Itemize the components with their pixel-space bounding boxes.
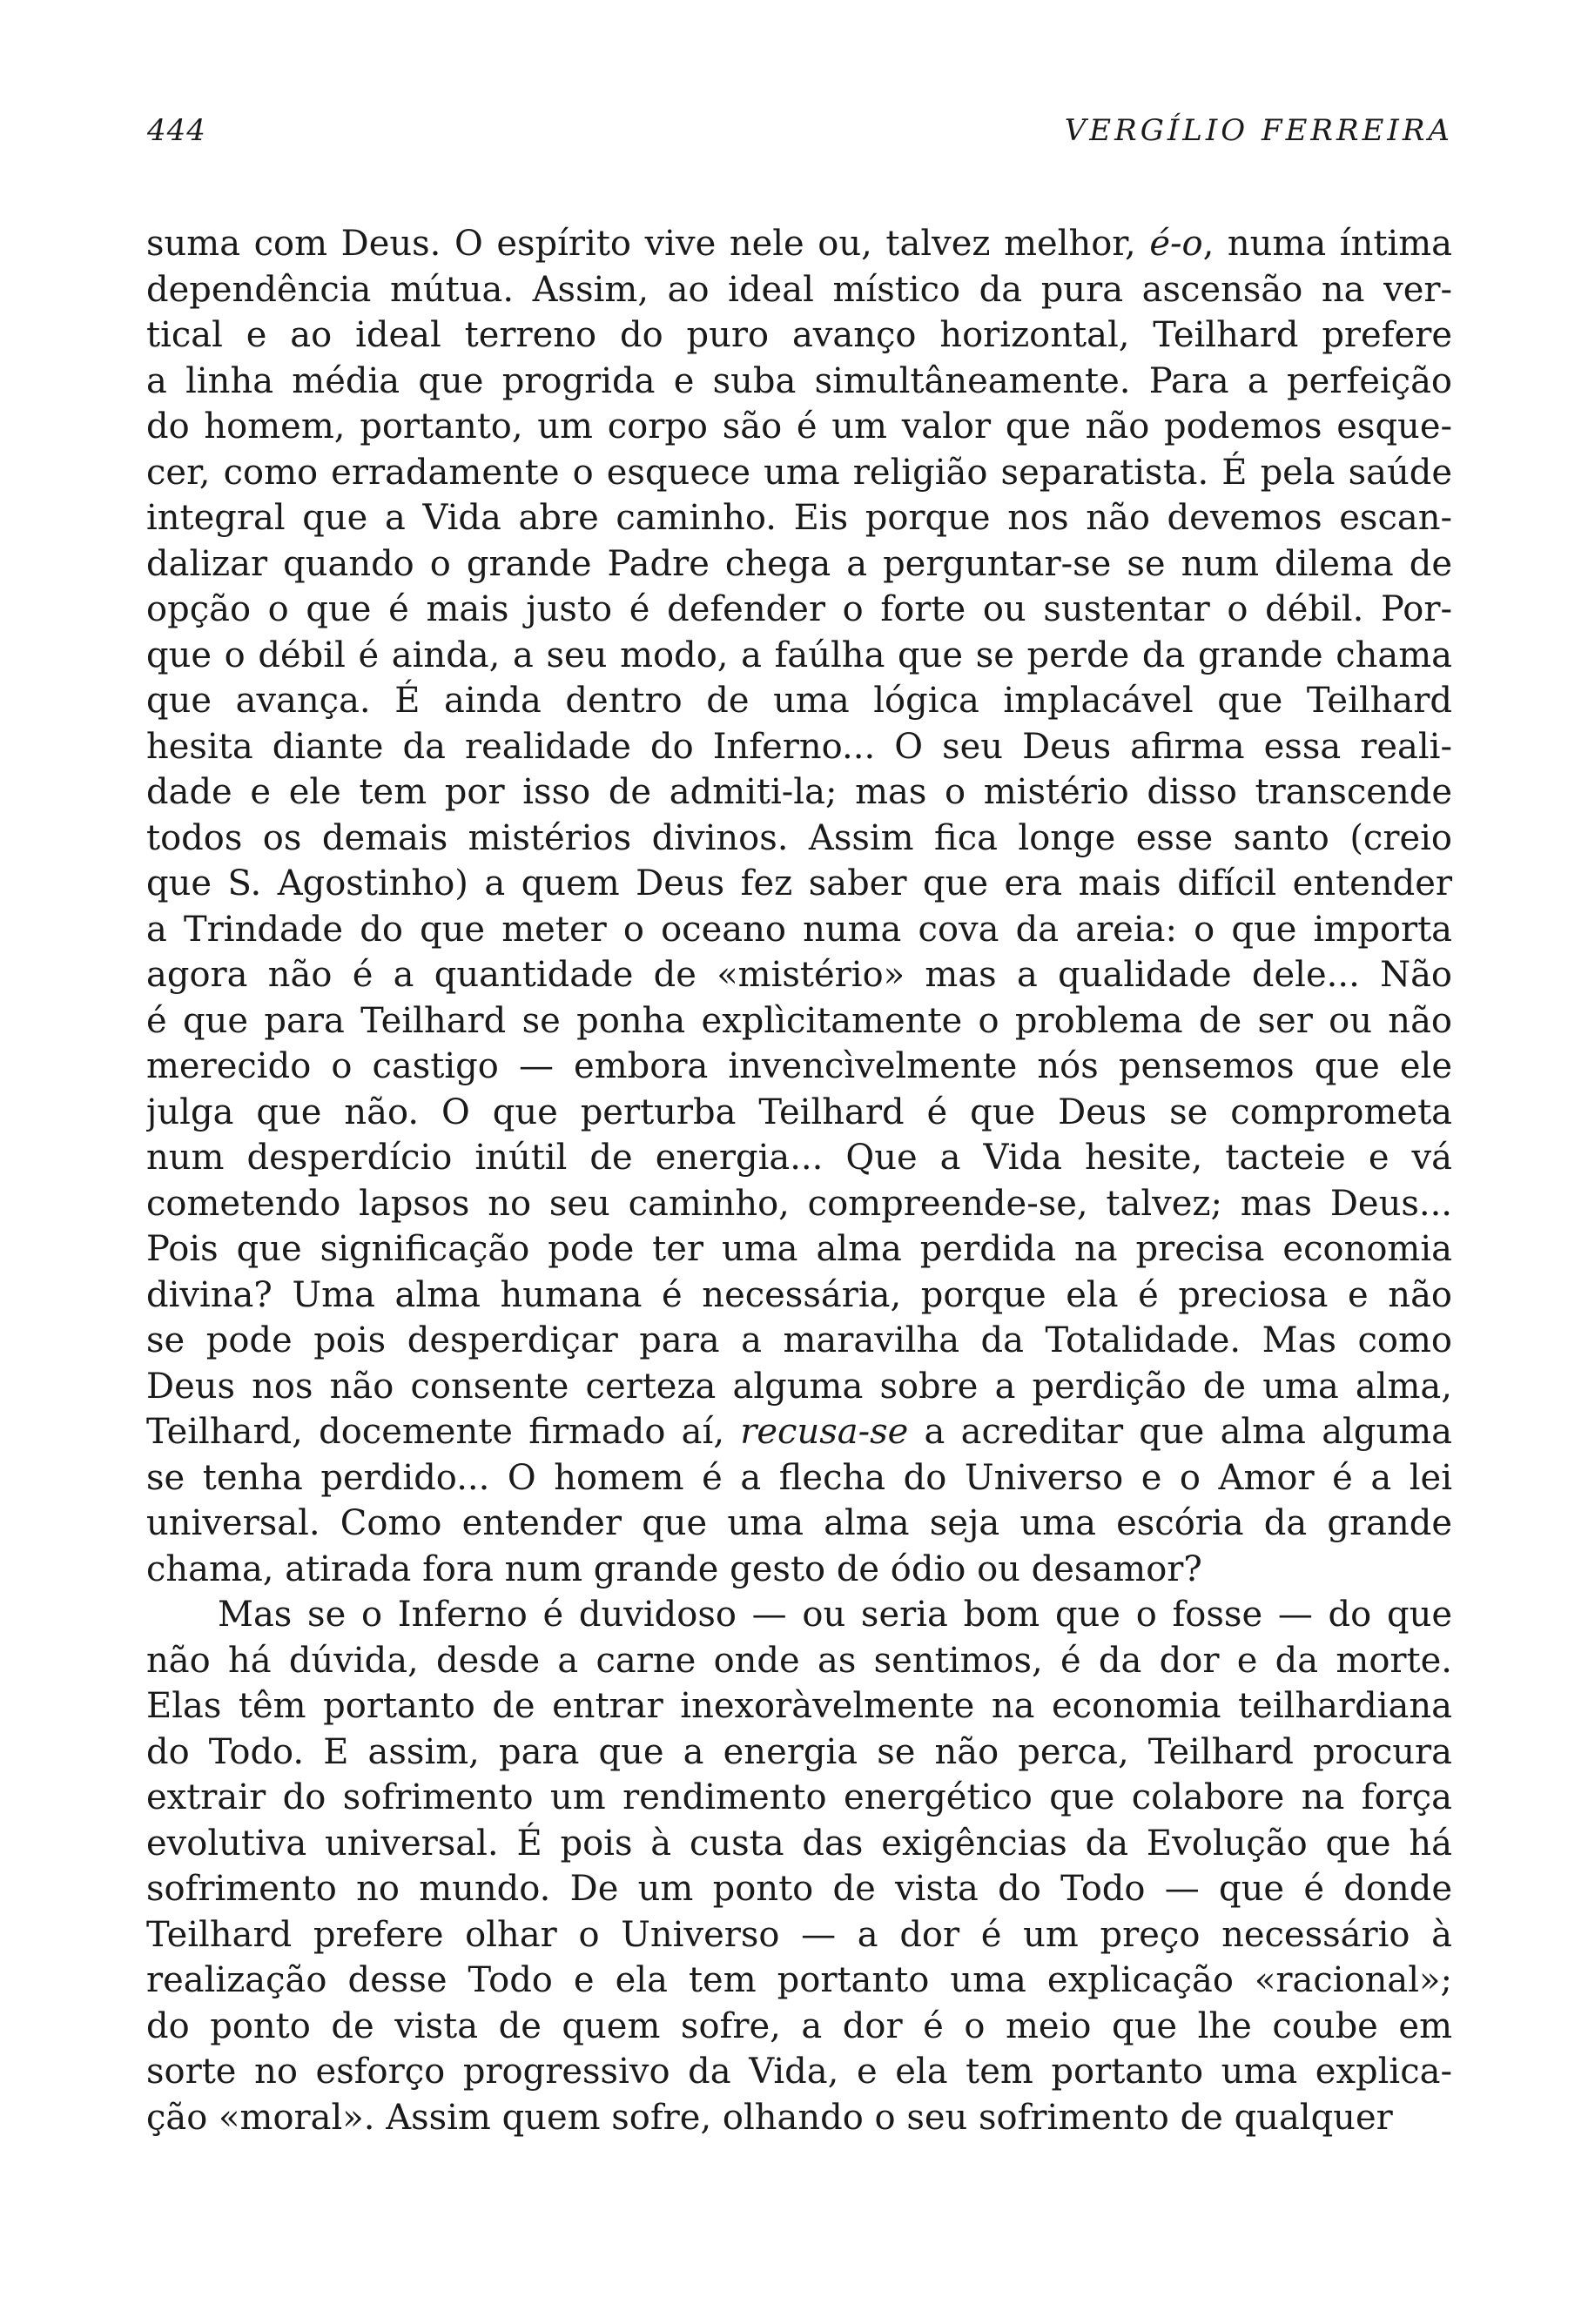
paragraph xyxy=(146,1592,1452,2140)
text-segment: que o débil é ainda, a seu modo, a faúlha que se perde da grande chama xyxy=(146,635,1452,675)
text-segment: dalizar quando o grande Padre chega a perguntar-se se num dilema de xyxy=(146,543,1452,584)
text-line xyxy=(146,450,1452,496)
text-segment: merecido o castigo — embora invencìvelmente nós pensemos que ele xyxy=(146,1046,1452,1086)
text-line xyxy=(146,816,1452,862)
paragraph xyxy=(146,221,1452,1592)
text-segment: é que para Teilhard se ponha explìcitamente o problema de ser ou não xyxy=(146,1000,1452,1041)
text-segment: se pode pois desperdiçar para a maravilha da Totalidade. Mas como xyxy=(146,1320,1452,1360)
text-segment: extrair do sofrimento um rendimento energético que colabore na força xyxy=(146,1777,1452,1817)
text-line xyxy=(146,1547,1452,1593)
text-line xyxy=(146,1501,1452,1547)
text-segment: dade e ele tem por isso de admiti-la; mas o mistério disso transcende xyxy=(146,772,1452,812)
text-segment: Teilhard, docemente firmado aí, xyxy=(146,1412,741,1452)
text-line xyxy=(146,724,1452,770)
text-segment: Deus nos não consente certeza alguma sobre a perdição de uma alma, xyxy=(146,1366,1452,1407)
text-segment: sorte no esforço progressivo da Vida, e ela tem portanto uma explica- xyxy=(146,2052,1452,2092)
text-segment: a Trindade do que meter o oceano numa cova da areia: o que importa xyxy=(146,909,1452,950)
text-line xyxy=(146,1409,1452,1455)
text-segment: se tenha perdido... O homem é a flecha do Universo e o Amor é a lei xyxy=(146,1457,1452,1498)
page-number: 444 xyxy=(147,113,206,148)
text-line xyxy=(146,1958,1452,2004)
text-segment: tical e ao ideal terreno do puro avanço horizontal, Teilhard prefere xyxy=(146,315,1452,355)
text-line xyxy=(146,1090,1452,1136)
text-line xyxy=(146,1683,1452,1730)
text-segment: Elas têm portanto de entrar inexoràvelmente na economia teilhardiana xyxy=(146,1686,1452,1726)
text-segment: universal. Como entender que uma alma seja uma escória da grande xyxy=(146,1503,1452,1543)
text-line xyxy=(146,2004,1452,2050)
text-segment: realização desse Todo e ela tem portanto uma explicação «racional»; xyxy=(146,1960,1452,2000)
text-segment: que avança. É ainda dentro de uma lógica implacável que Teilhard xyxy=(146,681,1452,721)
text-segment: não há dúvida, desde a carne onde as sentimos, é da dor e da morte. xyxy=(146,1640,1452,1681)
text-segment: a acreditar que alma alguma xyxy=(908,1412,1452,1452)
text-segment: , numa íntima xyxy=(1202,224,1452,264)
text-line xyxy=(146,769,1452,816)
text-line xyxy=(146,1364,1452,1410)
text-line xyxy=(146,2095,1452,2141)
text-segment: sofrimento no mundo. De um ponto de vista do Todo — que é donde xyxy=(146,1869,1452,1909)
text-line xyxy=(146,1181,1452,1227)
text-segment: a linha média que progrida e suba simultâneamente. Para a perfeição xyxy=(146,360,1452,401)
text-line xyxy=(146,907,1452,953)
text-line xyxy=(146,1638,1452,1684)
text-segment: julga que não. O que perturba Teilhard é que Deus se comprometa xyxy=(146,1091,1452,1132)
text-line xyxy=(146,221,1452,267)
text-segment: que S. Agostinho) a quem Deus fez saber que era mais difícil entender xyxy=(146,863,1452,903)
text-segment: suma com Deus. O espírito vive nele ou, talvez melhor, xyxy=(146,224,1150,264)
text-segment: opção o que é mais justo é defender o forte ou sustentar o débil. Por- xyxy=(146,589,1452,629)
text-segment: num desperdício inútil de energia... Que a Vida hesite, tacteie e vá xyxy=(146,1138,1452,1178)
text-line xyxy=(146,541,1452,588)
body-text xyxy=(146,221,1452,2140)
text-segment: do ponto de vista de quem sofre, a dor é o meio que lhe coube em xyxy=(146,2005,1452,2046)
text-segment: dependência mútua. Assim, ao ideal místico da pura ascensão na ver- xyxy=(146,269,1452,310)
text-line xyxy=(146,1226,1452,1273)
text-segment: integral que a Vida abre caminho. Eis porque nos não devemos escan- xyxy=(146,498,1452,538)
text-line xyxy=(146,1135,1452,1181)
text-segment: ção «moral». Assim quem sofre, olhando o seu sofrimento de qualquer xyxy=(146,2097,1393,2138)
running-head: VERGÍLIO FERREIRA xyxy=(1064,113,1453,148)
text-segment: do Todo. E assim, para que a energia se não perca, Teilhard procura xyxy=(146,1731,1452,1772)
text-line xyxy=(146,1273,1452,1319)
italic-text: recusa-se xyxy=(740,1412,909,1452)
text-segment: cometendo lapsos no seu caminho, compreende-se, talvez; mas Deus... xyxy=(146,1183,1452,1224)
text-line xyxy=(146,1730,1452,1776)
text-line xyxy=(146,952,1452,998)
text-line xyxy=(146,1821,1452,1867)
text-line xyxy=(146,1044,1452,1090)
text-line xyxy=(146,1455,1452,1501)
text-line xyxy=(146,312,1452,359)
text-segment: hesita diante da realidade do Inferno... O seu Deus afirma essa reali- xyxy=(146,726,1452,767)
text-segment: cer, como erradamente o esquece uma religião separatista. É pela saúde xyxy=(146,452,1452,493)
text-segment: divina? Uma alma humana é necessária, porque ela é preciosa e não xyxy=(146,1274,1452,1315)
text-line xyxy=(146,1775,1452,1821)
text-line xyxy=(146,587,1452,633)
text-line xyxy=(146,861,1452,907)
text-segment: chama, atirada fora num grande gesto de ódio ou desamor? xyxy=(146,1548,1202,1589)
text-line xyxy=(146,359,1452,405)
text-segment: todos os demais mistérios divinos. Assim fica longe esse santo (creio xyxy=(146,817,1452,858)
text-line xyxy=(146,267,1452,313)
page-header xyxy=(147,113,1453,165)
text-line xyxy=(146,1866,1452,1912)
text-segment: Mas se o Inferno é duvidoso — ou seria bom que o fosse — do que xyxy=(218,1595,1452,1635)
text-line xyxy=(146,633,1452,679)
text-line xyxy=(146,1912,1452,1958)
italic-text: é-o xyxy=(1149,224,1203,264)
text-segment: agora não é a quantidade de «mistério» mas a qualidade dele... Não xyxy=(146,955,1452,995)
text-line xyxy=(146,998,1452,1044)
text-line xyxy=(146,1592,1452,1638)
text-line xyxy=(146,2049,1452,2095)
text-line xyxy=(146,495,1452,541)
text-segment: evolutiva universal. É pois à custa das exigências da Evolução que há xyxy=(146,1823,1452,1864)
text-segment: Pois que significação pode ter uma alma perdida na precisa economia xyxy=(146,1229,1452,1269)
text-line xyxy=(146,1318,1452,1364)
text-segment: do homem, portanto, um corpo são é um valor que não podemos esque- xyxy=(146,406,1452,447)
text-line xyxy=(146,404,1452,450)
text-line xyxy=(146,678,1452,724)
text-segment: Teilhard prefere olhar o Universo — a dor é um preço necessário à xyxy=(146,1914,1452,1955)
